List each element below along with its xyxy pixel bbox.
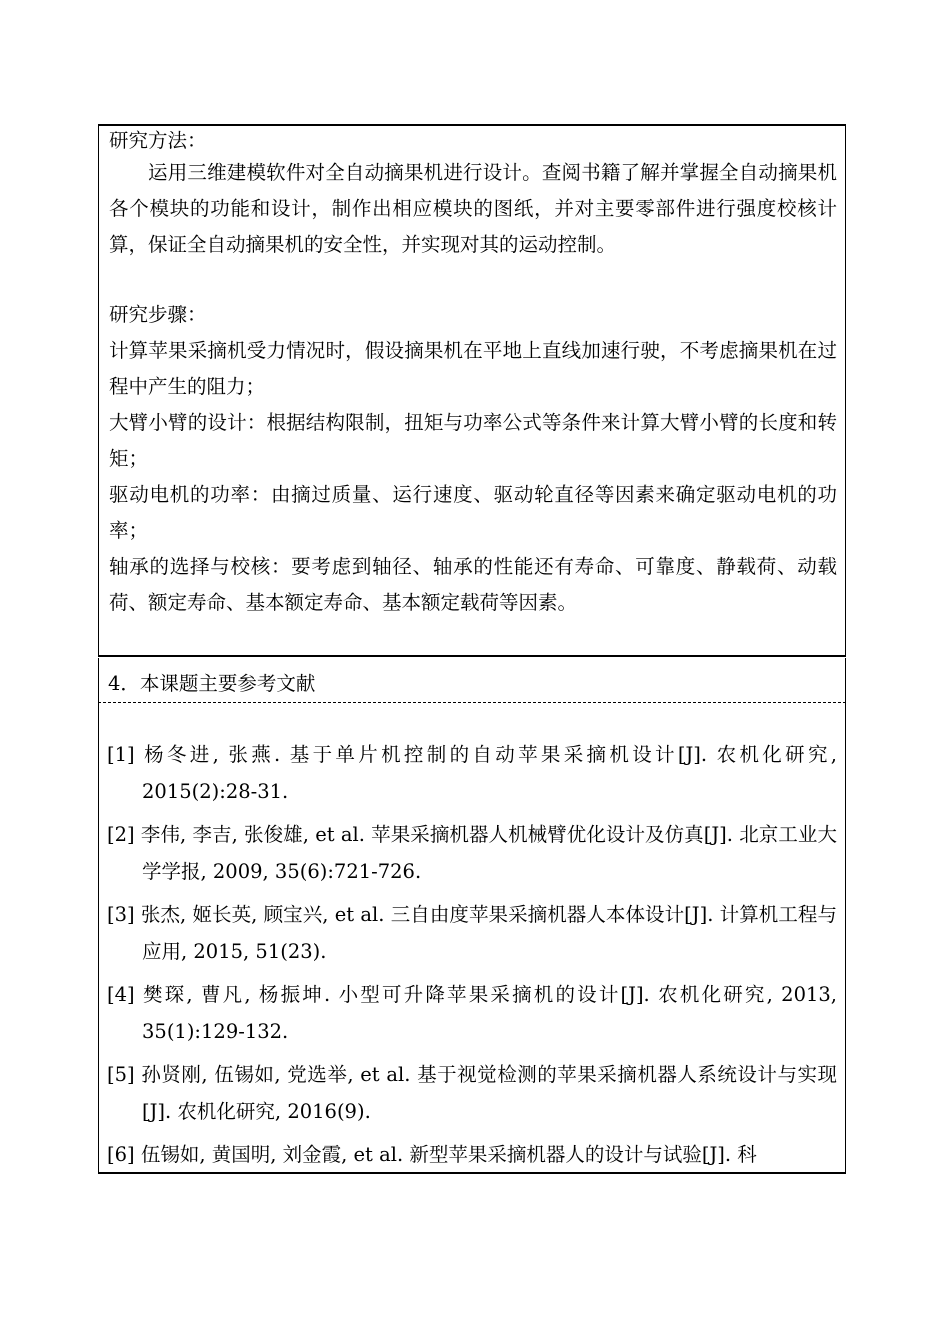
references-list: [107, 736, 837, 1179]
research-steps-list: [109, 333, 837, 621]
reference-item: [6] 伍锡如, 黄国明, 刘金霞, et al. 新型苹果采摘机器人的设计与试验[J]. 科: [107, 1143, 757, 1166]
section-divider: [98, 655, 846, 656]
document-table: [98, 124, 846, 1172]
research-step-item: 轴承的选择与校核：要考虑到轴径、轴承的性能还有寿命、可靠度、静载荷、动载荷、额定寿命、基本额定寿命、基本额定载荷等因素。: [109, 555, 837, 614]
research-step-item: 计算苹果采摘机受力情况时，假设摘果机在平地上直线加速行驶，不考虑摘果机在过程中产生的阻力；: [109, 339, 837, 398]
research-section: [98, 124, 846, 657]
research-method-title: 研究方法：: [109, 129, 207, 152]
research-step-item: 大臂小臂的设计：根据结构限制，扭矩与功率公式等条件来计算大臂小臂的长度和转矩；: [109, 411, 837, 470]
research-step-item: 驱动电机的功率：由摘过质量、运行速度、驱动轮直径等因素来确定驱动电机的功率；: [109, 483, 837, 542]
reference-item: [3] 张杰, 姬长英, 顾宝兴, et al. 三自由度苹果采摘机器人本体设计[J]. 计算机工程与应用, 2015, 51(23).: [107, 903, 837, 963]
references-heading: 4．本课题主要参考文献: [108, 672, 316, 695]
reference-item: [5] 孙贤刚, 伍锡如, 党选举, et al. 基于视觉检测的苹果采摘机器人系统设计与实现[J]. 农机化研究, 2016(9).: [107, 1063, 837, 1123]
reference-item: [4] 樊琛, 曹凡, 杨振坤. 小型可升降苹果采摘机的设计[J]. 农机化研究, 2013, 35(1):129-132.: [107, 983, 837, 1043]
reference-item: [1] 杨冬进, 张燕. 基于单片机控制的自动苹果采摘机设计[J]. 农机化研究, 2015(2):28-31.: [107, 743, 837, 803]
research-method-paragraph: 运用三维建模软件对全自动摘果机进行设计。查阅书籍了解并掌握全自动摘果机各个模块的功能和设计，制作出相应模块的图纸，并对主要零部件进行强度校核计算，保证全自动摘果机的安全性，并实现对其的运动控制。: [109, 161, 837, 256]
research-steps-title: 研究步骤：: [109, 303, 207, 326]
reference-item: [2] 李伟, 李吉, 张俊雄, et al. 苹果采摘机器人机械臂优化设计及仿真[J]. 北京工业大学学报, 2009, 35(6):721-726.: [107, 823, 837, 883]
